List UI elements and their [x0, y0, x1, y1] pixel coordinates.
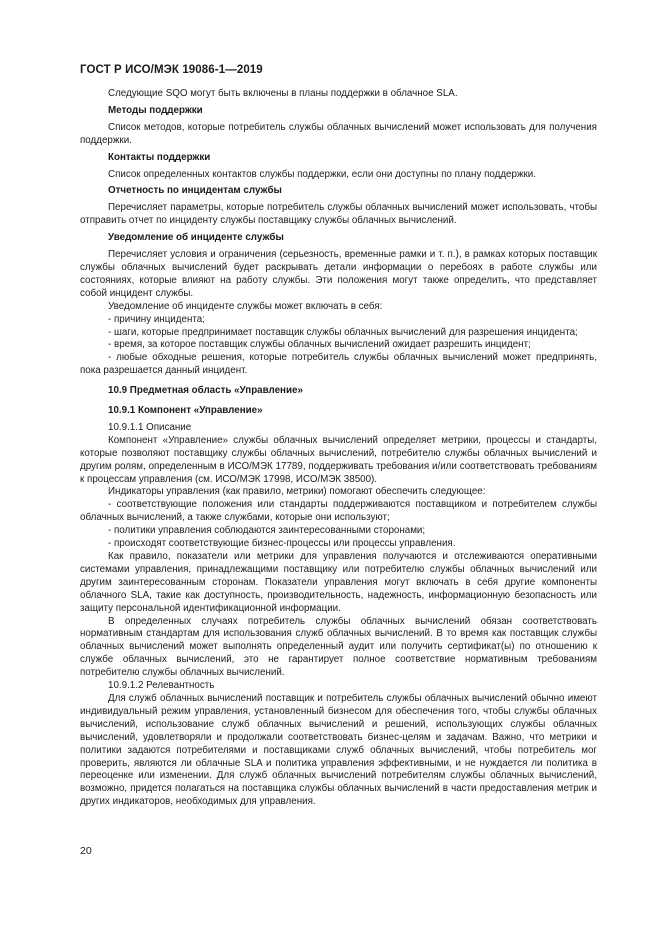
heading-incident-reporting: Отчетность по инцидентам службы [108, 185, 282, 197]
paragraph-incident-reporting: Перечисляет параметры, которые потребитель службы облачных вычислений может использовать, чтобы отправить отчет по инциденту службы поставщику службы облачных вычислений. [80, 202, 597, 227]
section-heading-10-9: 10.9 Предметная область «Управление» [108, 385, 303, 397]
page-number: 20 [80, 845, 92, 857]
paragraph-description: Компонент «Управление» службы облачных вычислений определяет метрики, процессы и стандарты, которые позволяют поставщику службы облачных вычислений, потребителю службы облачных вычислений и другим ролям, определенным в ИСО/МЭК 17789, поддерживать требования и/или соответствовать требованиям к процессам управления (см. ИСО/МЭК 17998, ИСО/МЭК 38500). [80, 434, 597, 485]
paragraph-regulatory-cases: В определенных случаях потребитель службы облачных вычислений обязан соответствовать нормативным стандартам для использования служб облачных вычислений. В то время как поставщик службы облачных вычислений может выполнять определенный аудит или получить сертификат(ы) по отношению к службе облачных вычислений, это не гарантирует полное соответствие нормативным требованиям потребителю службы облачных вычислений. [80, 615, 597, 679]
paragraph-indicators-intro: Индикаторы управления (как правило, метрики) помогают обеспечить следующее: [108, 486, 486, 498]
list-item: - политики управления соблюдаются заинтересованными сторонами; [108, 525, 426, 537]
section-heading-10-9-1-2: 10.9.1.2 Релевантность [108, 680, 215, 692]
section-heading-10-9-1: 10.9.1 Компонент «Управление» [108, 405, 263, 417]
heading-incident-notification: Уведомление об инциденте службы [108, 232, 284, 244]
list-item: - шаги, которые предпринимает поставщик службы облачных вычислений для разрешения инцидента; [108, 326, 578, 338]
page-content [80, 88, 597, 809]
paragraph-support-contacts: Список определенных контактов службы поддержки, если они доступны по плану поддержки. [108, 168, 536, 180]
section-heading-10-9-1-1: 10.9.1.1 Описание [108, 421, 192, 433]
heading-support-contacts: Контакты поддержки [108, 151, 211, 163]
paragraph-support-methods: Список методов, которые потребитель службы облачных вычислений может использовать для получения поддержки. [80, 121, 597, 146]
paragraph-sqo-intro: Следующие SQO могут быть включены в планы поддержки в облачное SLA. [108, 88, 458, 99]
paragraph-notification-list-intro: Уведомление об инциденте службы может включать в себя: [108, 300, 383, 312]
paragraph-metrics: Как правило, показатели или метрики для управления получаются и отслеживаются оперативными системами управления, принадлежащими поставщику или потребителю службы облачных вычислений или другим заинтересованным сторонам. Показатели управления могут включать в себя другие компоненты облачного SLA, такие как доступность, производительность, надежность, информационную безопасность или защиту персональной идентификационной информации. [80, 551, 597, 614]
list-item: - время, за которое поставщик службы облачных вычислений ожидает разрешить инцидент; [108, 339, 531, 351]
paragraph-relevance: Для служб облачных вычислений поставщик и потребитель службы облачных вычислений обычно имеют индивидуальный режим управления, установленный бизнесом для обеспечения того, чтобы службы облачных вычислений, использование служб облачных вычислений и решений, использующих службы облачных вычислений, удовлетворяли и продолжали соответствовать бизнес-целям и задачам. Важно, что метрики и политики задаются потребителями и поставщиками служб облачных вычислений, чтобы потребитель мог проверить, являются ли облачные SLA и политика управления эффективными, и не нуждается ли политика в переоценке или изменении. Для служб облачных вычислений потребителям службы облачных вычислений, возможно, придется полагаться на поставщика службы облачных вычислений в части предоставления метрик и других индикаторов, необходимых для управления. [80, 692, 597, 808]
standard-header: ГОСТ Р ИСО/МЭК 19086-1—2019 [80, 64, 263, 76]
list-item: - причину инцидента; [108, 313, 205, 325]
list-item: - любые обходные решения, которые потребитель службы облачных вычислений может предпринять, пока разрешается данный инцидент. [80, 352, 597, 377]
list-item: - происходят соответствующие бизнес-процессы или процессы управления. [108, 538, 456, 550]
paragraph-incident-notification: Перечисляет условия и ограничения (серьезность, временные рамки и т. п.), в рамках которых поставщик службы облачных вычислений будет раскрывать детали информации о перебоях в работе службы или состояниях, которые влияют на работу службы. Эти положения могут также определить, что представляет собой инцидент службы. [80, 249, 597, 299]
list-item: - соответствующие положения или стандарты поддерживаются поставщиком и потребителем службы облачных вычислений, а также службами, которые они используют; [80, 499, 597, 524]
heading-support-methods: Методы поддержки [108, 104, 203, 116]
